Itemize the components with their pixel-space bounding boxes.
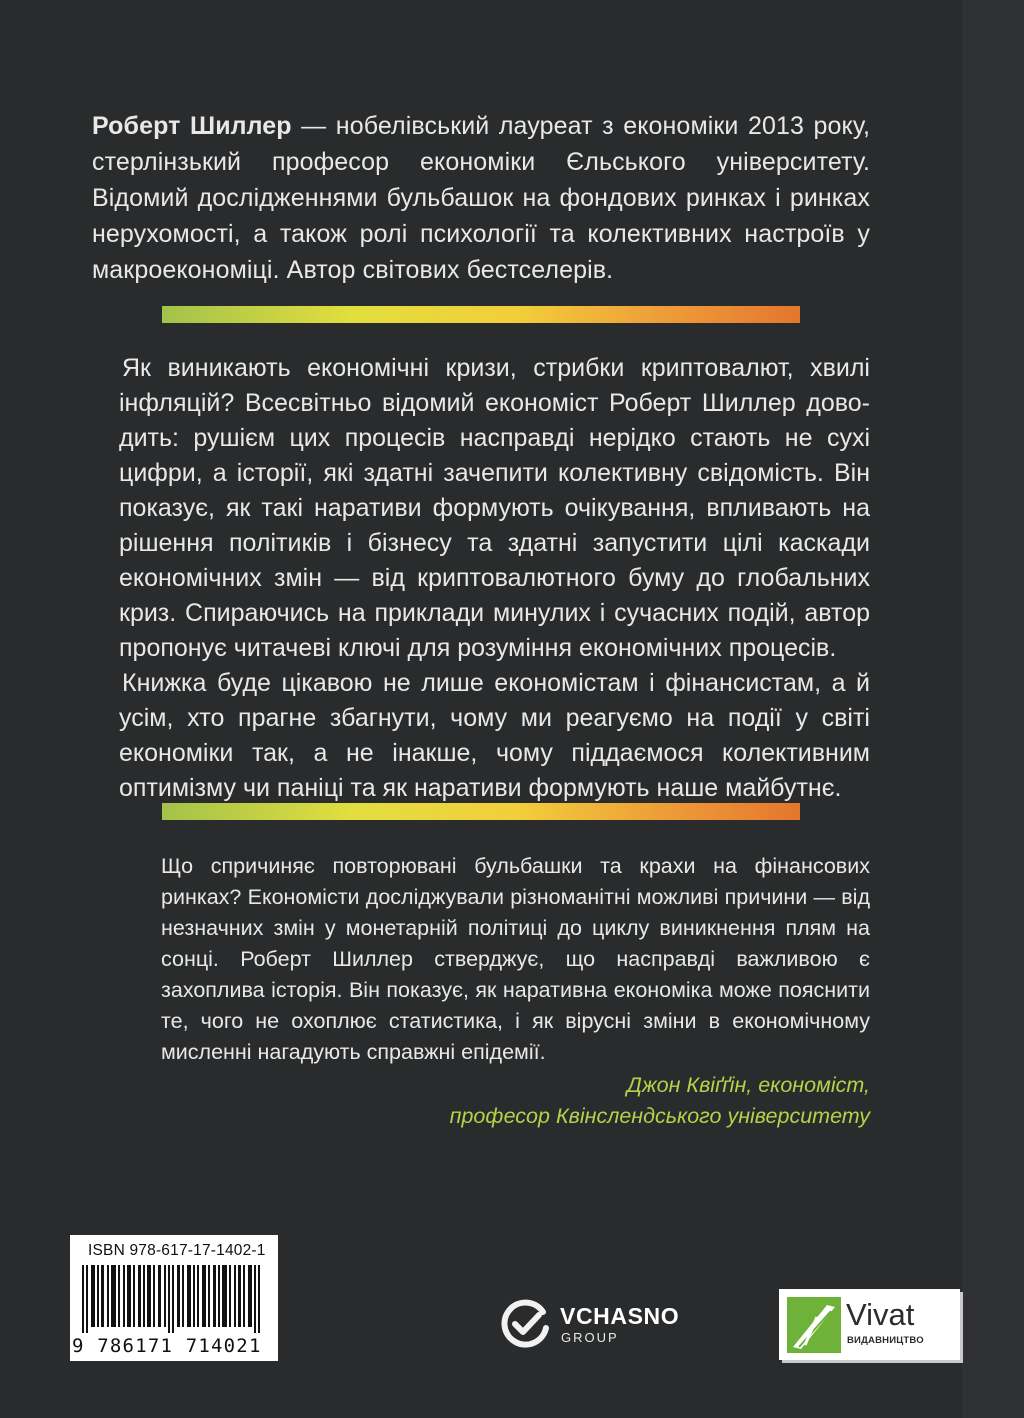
description-paragraph-2: Книжка буде цікавою не лише економістам і фінансистам, а й усім, хто прагне збагнути, чому ми реагуємо на події у світі економіки так, а не інакше, чому піддаємося колективним оптимізму чи паніці та як наративи формують наше майбутнє.: [119, 669, 870, 802]
vchasno-group: GROUP: [561, 1330, 619, 1345]
book-description: [119, 351, 870, 806]
author-name: Роберт Шиллер: [92, 112, 292, 140]
barcode-bars: [80, 1265, 268, 1333]
attribution-title: професор Квінслендського університету: [449, 1104, 870, 1128]
author-bio: [92, 108, 870, 288]
isbn-barcode: [70, 1235, 278, 1361]
vivat-name: Vivat: [846, 1297, 915, 1332]
description-paragraph-1: Як виникають економічні кризи, стрибки криптовалют, хвилі інфляцій? Всесвітньо відомий економіст Роберт Шиллер доводить: рушієм цих процесів насправді нерідко стають не сухі цифри, а історії, які здатні зачепити колективну свідомість. Він показує, як такі наративи формують очікування, впливають на рішення політиків і бізнесу та здатні запустити цілі каскади економічних змін — від криптовалютного буму до глобальних криз. Спираючись на приклади минулих і сучасних подій, автор пропонує читачеві ключі для розуміння економічних процесів.: [119, 354, 870, 662]
divider-bar-bottom: [162, 803, 800, 820]
vchasno-check-icon: [499, 1298, 551, 1350]
author-bio-text: — нобелівський лауреат з економіки 2013 року, стерлінзький професор економіки Єльського університету. Відомий дослідженнями бульбашок на фондових ринках і ринках нерухомості, а також ролі психології та колективних настроїв у макроекономіці. Автор світових бестселерів.: [92, 112, 870, 284]
attribution-name: Джон Квіґґін, економіст,: [626, 1073, 870, 1097]
barcode-digits: 9 786171 714021: [72, 1335, 262, 1357]
vivat-subtitle: ВИДАВНИЦТВО: [847, 1335, 924, 1346]
vivat-logo: [779, 1289, 960, 1360]
isbn-label: ISBN 978-617-17-1402-1: [88, 1242, 266, 1259]
vchasno-logo: [499, 1300, 699, 1348]
quote-text: Що спричиняє повторювані бульбашки та крахи на фінансових ринках? Економісти досліджували різноманітні можливі причини — від незначних змін у монетарній політиці до циклу виникнення плям на сонці. Роберт Шиллер стверджує, що насправді важливою є захоплива історія. Він показує, як наративна економіка може пояснити те, чого не охоплює статистика, і як вірусні зміни в економічному мисленні нагадують справжні епідемії.: [161, 854, 870, 1064]
quote-attribution: [161, 1070, 870, 1132]
vchasno-name: VCHASNO: [560, 1303, 680, 1329]
book-spine-edge: [962, 0, 1024, 1418]
vivat-leaf-icon: [787, 1297, 841, 1353]
review-quote: [161, 851, 870, 1132]
divider-bar-top: [162, 306, 800, 323]
